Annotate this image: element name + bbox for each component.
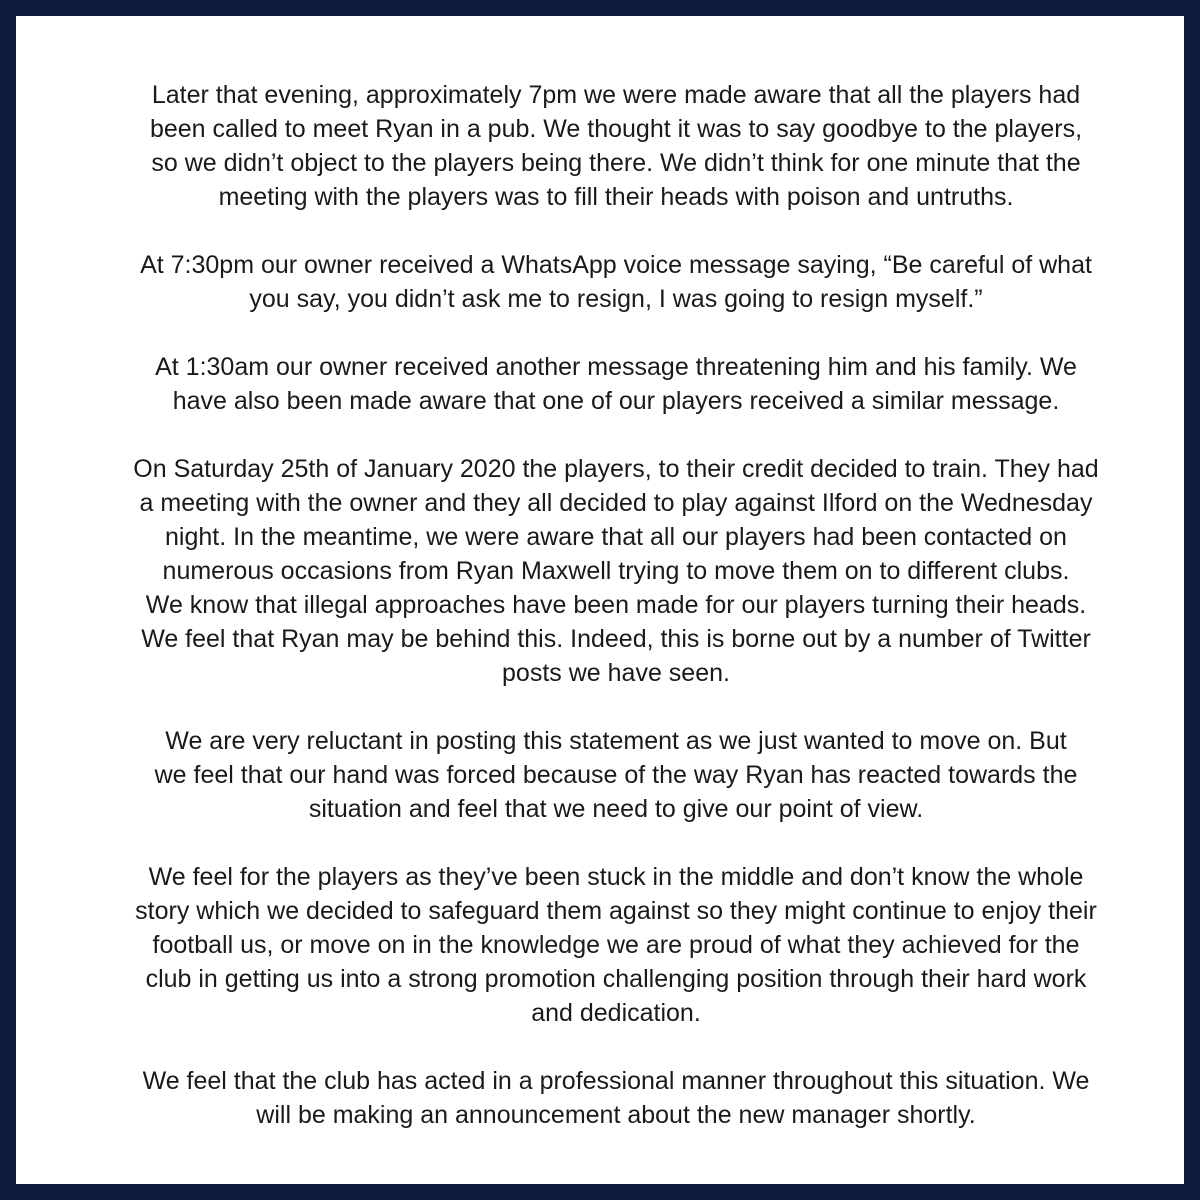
text-line: At 7:30pm our owner received a WhatsApp voice message saying, “Be careful of what [140,251,1092,279]
text-line: situation and feel that we need to give our point of view. [308,795,924,823]
paragraph-1 [50,78,1182,214]
text-line: numerous occasions from Ryan Maxwell trying to move them on to different clubs. [162,557,1070,585]
paragraph-6 [50,860,1182,1030]
text-line: and dedication. [531,999,701,1027]
text-line: been called to meet Ryan in a pub. We thought it was to say goodbye to the players, [149,115,1083,143]
text-line: we feel that our hand was forced because of the way Ryan has reacted towards the [154,761,1078,789]
text-line: football us, or move on in the knowledge we are proud of what they achieved for the [152,931,1080,959]
text-line: will be making an announcement about the new manager shortly. [256,1101,976,1129]
text-line: We are very reluctant in posting this statement as we just wanted to move on. But [165,727,1067,755]
text-line: so we didn’t object to the players being there. We didn’t think for one minute that the [151,149,1081,177]
text-line: We know that illegal approaches have been made for our players turning their heads. [145,591,1087,619]
text-line: club in getting us into a strong promotion challenging position through their hard work [145,965,1087,993]
paragraph-4 [50,452,1182,690]
statement-body [50,78,1182,1132]
paragraph-5 [50,724,1182,826]
text-line: have also been made aware that one of our players received a similar message. [172,387,1060,415]
text-line: you say, you didn’t ask me to resign, I was going to resign myself.” [249,285,983,313]
paragraph-7 [50,1064,1182,1132]
paragraph-3 [50,350,1182,418]
text-line: We feel that the club has acted in a professional manner throughout this situation. We [142,1067,1090,1095]
text-line: story which we decided to safeguard them against so they might continue to enjoy their [135,897,1097,925]
text-line: meeting with the players was to fill their heads with poison and untruths. [218,183,1014,211]
text-line: Later that evening, approximately 7pm we were made aware that all the players had [151,81,1081,109]
text-line: a meeting with the owner and they all decided to play against Ilford on the Wednesday [139,489,1093,517]
paragraph-2 [50,248,1182,316]
text-line: At 1:30am our owner received another message threatening him and his family. We [155,353,1077,381]
text-line: night. In the meantime, we were aware that all our players had been contacted on [165,523,1067,551]
text-line: We feel that Ryan may be behind this. Indeed, this is borne out by a number of Twitter [141,625,1091,653]
text-line: On Saturday 25th of January 2020 the players, to their credit decided to train. They had [133,455,1099,483]
text-line: We feel for the players as they’ve been stuck in the middle and don’t know the whole [148,863,1084,891]
text-line: posts we have seen. [502,659,730,687]
